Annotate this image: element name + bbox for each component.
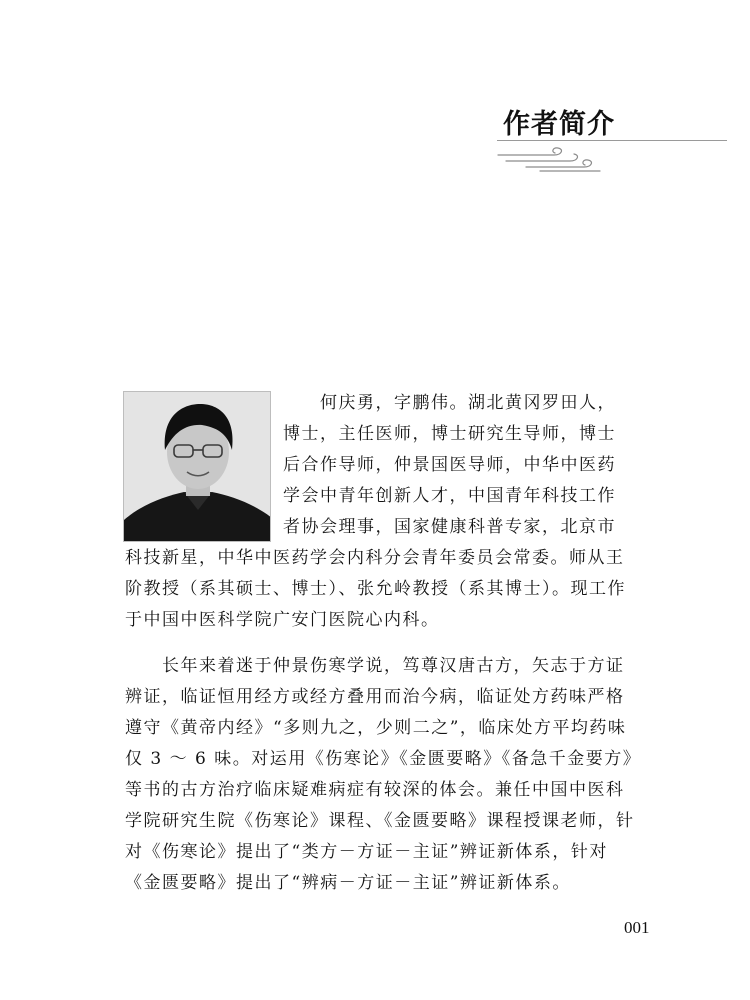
page-number: 001 <box>624 918 650 937</box>
text-line: 《金匮要略》提出了“辨病－方证－主证”辨证新体系。 <box>125 873 571 893</box>
bio-paragraph-continued <box>125 543 626 636</box>
bio-paragraph-beside-photo <box>283 388 616 543</box>
text-line: 科技新星，中华中医药学会内科分会青年委员会常委。师从王 <box>125 548 625 568</box>
text-line: 等书的古方治疗临床疑难病症有较深的体会。兼任中国中医科 <box>125 780 625 800</box>
experience-paragraph <box>125 651 642 899</box>
text-line: 阶教授（系其硕士、博士）、张允岭教授（系其博士）。现工作 <box>125 579 626 599</box>
text-line: 长年来着迷于仲景伤寒学说，笃尊汉唐古方，矢志于方证 <box>125 656 625 676</box>
text-line: 何庆勇，字鹏伟。湖北黄冈罗田人， <box>283 393 616 413</box>
portrait-image <box>124 392 271 542</box>
text-line: 学院研究生院《伤寒论》课程、《金匮要略》课程授课老师，针 <box>125 811 635 831</box>
text-line: 仅 3 ～ 6 味。对运用《伤寒论》《金匮要略》《备急千金要方》 <box>125 749 642 769</box>
text-line: 辨证，临证恒用经方或经方叠用而治今病，临证处方药味严格 <box>125 687 625 707</box>
author-photo <box>123 391 271 542</box>
text-line: 者协会理事，国家健康科普专家，北京市 <box>283 517 616 537</box>
cloud-ornament-icon <box>496 146 606 172</box>
text-line: 对《伤寒论》提出了“类方－方证－主证”辨证新体系，针对 <box>125 842 608 862</box>
text-line: 后合作导师，仲景国医导师，中华中医药 <box>283 455 616 475</box>
text-line: 于中国中医科学院广安门医院心内科。 <box>125 610 440 630</box>
text-line: 遵守《黄帝内经》“多则九之，少则二之”，临床处方平均药味 <box>125 718 627 738</box>
section-title: 作者简介 <box>503 109 615 140</box>
text-line: 博士，主任医师，博士研究生导师，博士 <box>283 424 616 444</box>
text-line: 学会中青年创新人才，中国青年科技工作 <box>283 486 616 506</box>
title-underline <box>497 140 727 141</box>
